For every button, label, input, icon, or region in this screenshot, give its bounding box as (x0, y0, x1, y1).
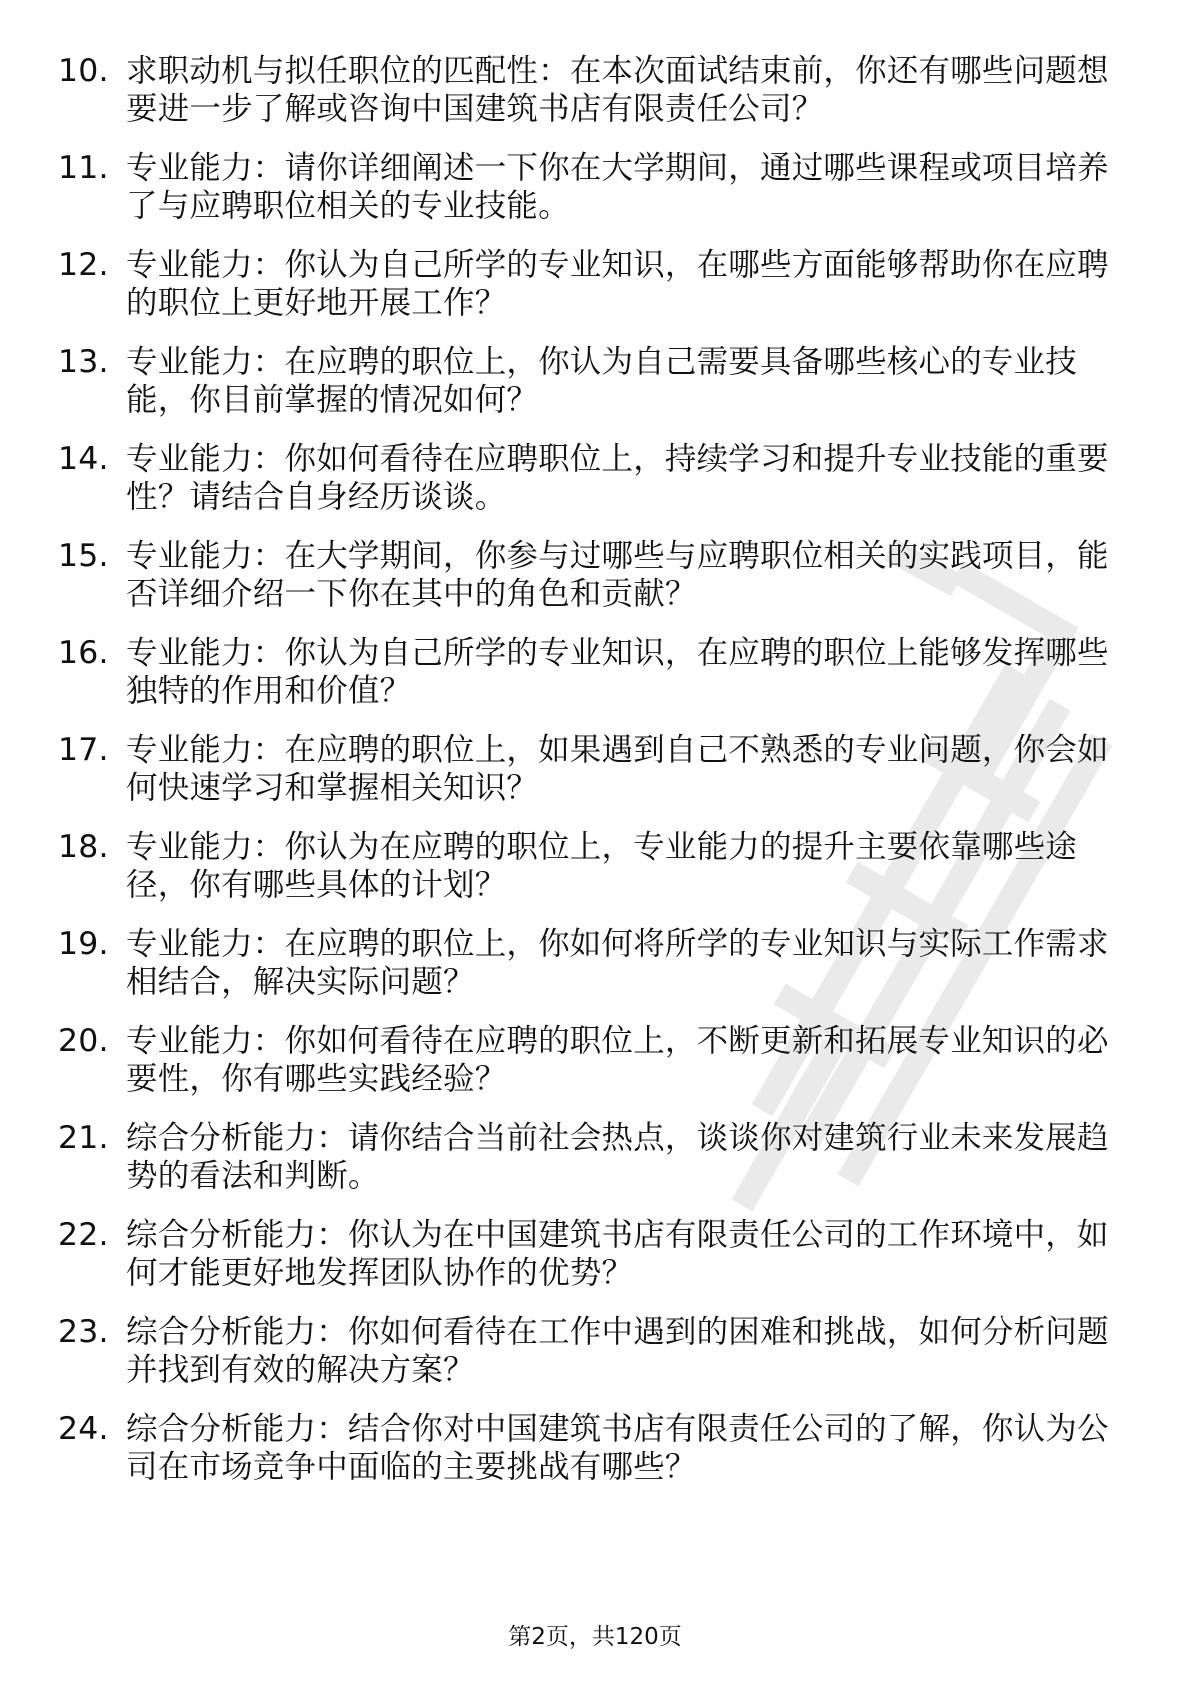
page-number-footer: 第2页，共120页 (508, 1624, 682, 1650)
question-item (58, 246, 1118, 322)
question-item (58, 1022, 1118, 1098)
question-item (58, 1119, 1118, 1195)
question-number: 13. (58, 344, 109, 380)
question-number: 20. (58, 1023, 109, 1059)
question-text: 专业能力：你如何看待在应聘的职位上，不断更新和拓展专业知识的必要性，你有哪些实践经验？ (126, 1023, 1109, 1097)
question-number: 12. (58, 247, 109, 283)
question-number: 19. (58, 926, 109, 962)
question-text: 专业能力：你认为自己所学的专业知识，在哪些方面能够帮助你在应聘的职位上更好地开展工作？ (126, 247, 1109, 321)
question-text: 专业能力：你如何看待在应聘职位上，持续学习和提升专业技能的重要性？请结合自身经历谈谈。 (126, 441, 1109, 515)
question-item (58, 634, 1118, 710)
question-item (58, 925, 1118, 1001)
question-item (58, 343, 1118, 419)
question-text: 求职动机与拟任职位的匹配性：在本次面试结束前，你还有哪些问题想要进一步了解或咨询中国建筑书店有限责任公司？ (126, 53, 1109, 127)
question-item (58, 1216, 1118, 1292)
question-number: 21. (58, 1120, 109, 1156)
question-text: 综合分析能力：你如何看待在工作中遇到的困难和挑战，如何分析问题并找到有效的解决方案？ (126, 1314, 1109, 1388)
question-text: 专业能力：你认为在应聘的职位上，专业能力的提升主要依靠哪些途径，你有哪些具体的计划？ (126, 829, 1078, 903)
question-text: 专业能力：你认为自己所学的专业知识，在应聘的职位上能够发挥哪些独特的作用和价值？ (126, 635, 1109, 709)
question-number: 18. (58, 829, 109, 865)
question-number: 22. (58, 1217, 109, 1253)
question-item (58, 731, 1118, 807)
question-item (58, 537, 1118, 613)
question-text: 综合分析能力：请你结合当前社会热点，谈谈你对建筑行业未来发展趋势的看法和判断。 (126, 1120, 1109, 1194)
question-number: 15. (58, 538, 109, 574)
interview-question-list (58, 52, 1118, 1507)
question-text: 专业能力：在应聘的职位上，你如何将所学的专业知识与实际工作需求相结合，解决实际问题？ (126, 926, 1109, 1000)
question-text: 专业能力：请你详细阐述一下你在大学期间，通过哪些课程或项目培养了与应聘职位相关的专业技能。 (126, 150, 1109, 224)
question-number: 24. (58, 1411, 109, 1447)
question-text: 专业能力：在应聘的职位上，如果遇到自己不熟悉的专业问题，你会如何快速学习和掌握相关知识？ (126, 732, 1109, 806)
question-text: 综合分析能力：结合你对中国建筑书店有限责任公司的了解，你认为公司在市场竞争中面临的主要挑战有哪些？ (126, 1411, 1109, 1485)
question-text: 专业能力：在大学期间，你参与过哪些与应聘职位相关的实践项目，能否详细介绍一下你在其中的角色和贡献？ (126, 538, 1109, 612)
question-item (58, 149, 1118, 225)
question-item (58, 52, 1118, 128)
question-item (58, 440, 1118, 516)
question-text: 专业能力：在应聘的职位上，你认为自己需要具备哪些核心的专业技能，你目前掌握的情况如何？ (126, 344, 1078, 418)
question-text: 综合分析能力：你认为在中国建筑书店有限责任公司的工作环境中，如何才能更好地发挥团队协作的优势？ (126, 1217, 1109, 1291)
question-item (58, 828, 1118, 904)
question-number: 11. (58, 150, 109, 186)
question-number: 16. (58, 635, 109, 671)
question-number: 23. (58, 1314, 109, 1350)
question-number: 10. (58, 53, 109, 89)
question-item (58, 1410, 1118, 1486)
question-item (58, 1313, 1118, 1389)
question-number: 17. (58, 732, 109, 768)
question-number: 14. (58, 441, 109, 477)
